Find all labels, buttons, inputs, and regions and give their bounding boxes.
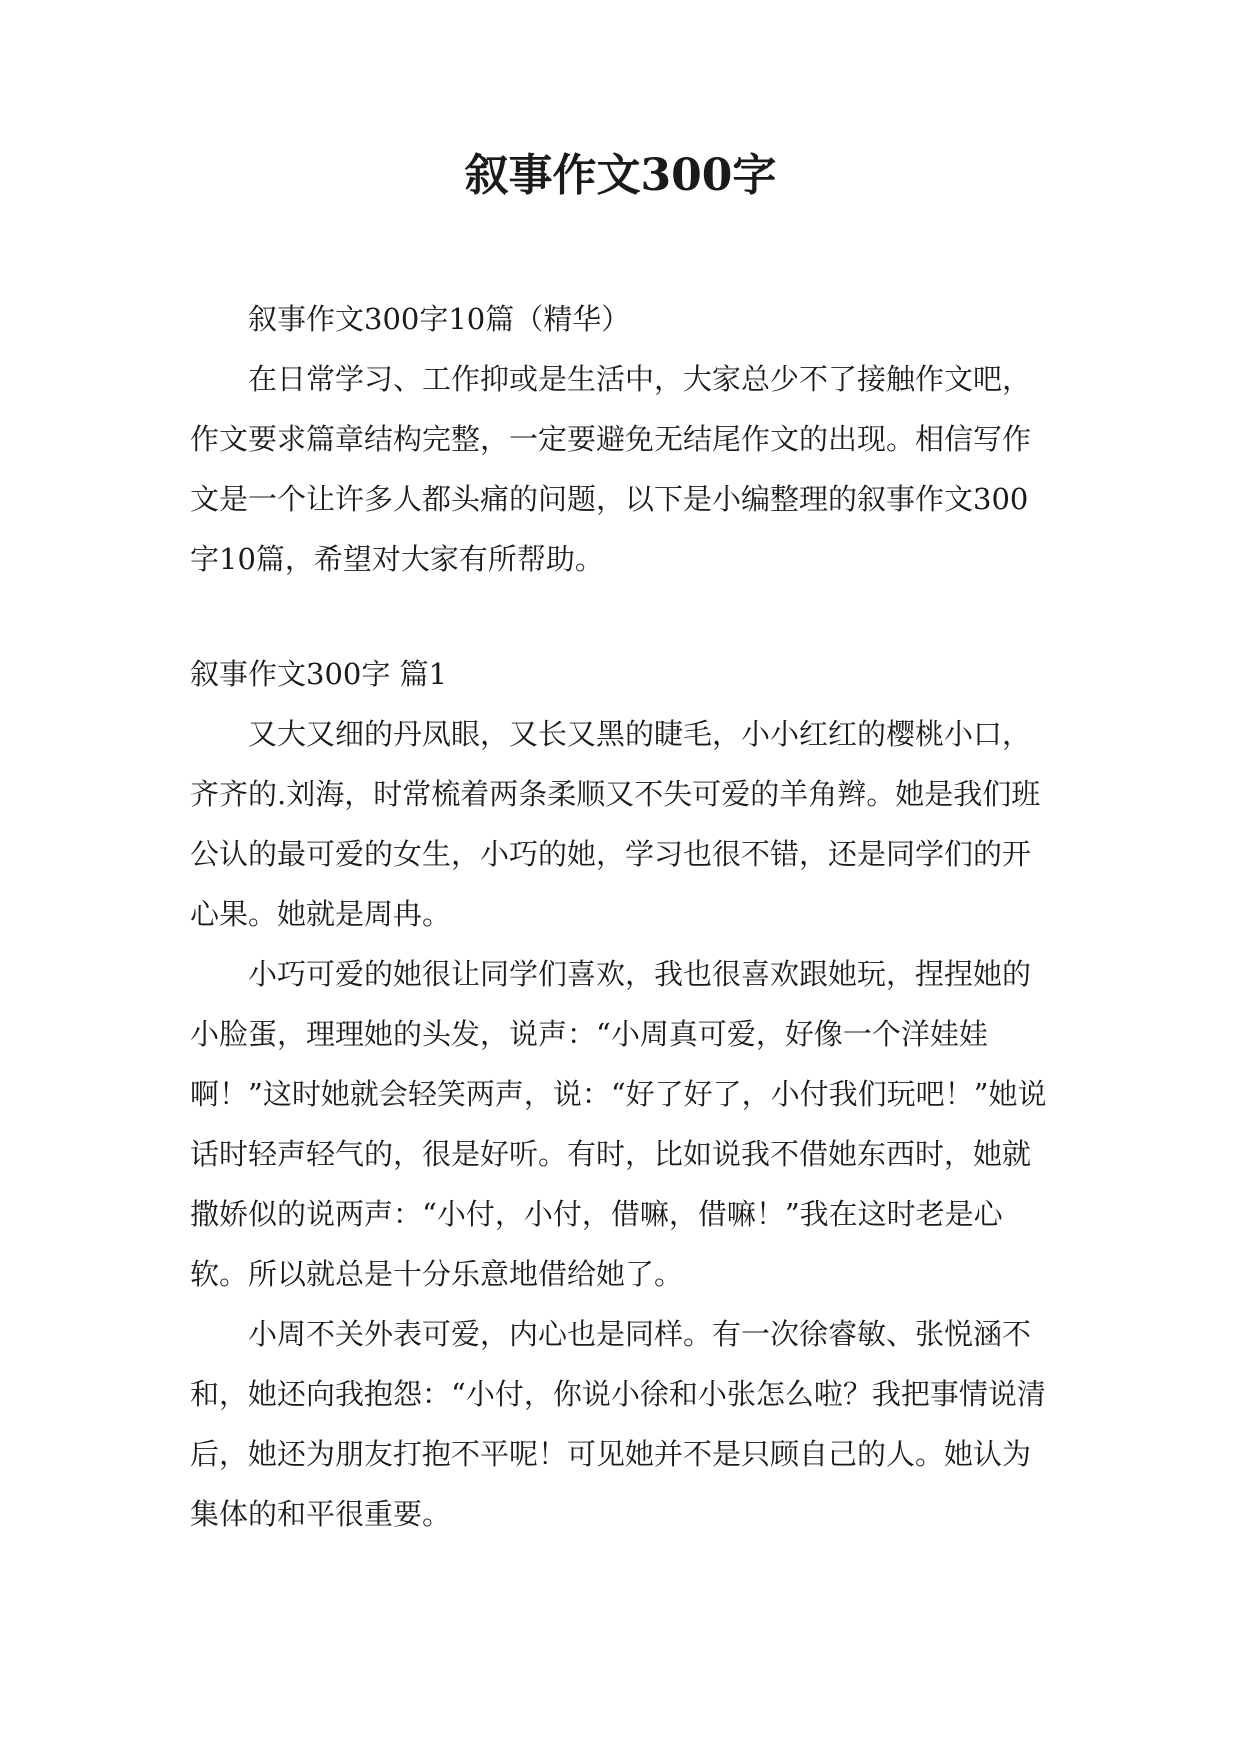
- body-paragraph: 又大又细的丹凤眼，又长又黑的睫毛，小小红红的樱桃小口，齐齐的.刘海，时常梳着两条柔顺又不失可爱的羊角辫。她是我们班公认的最可爱的女生，小巧的她，学习也很不错，还是同学们的开心果。她就是周冉。: [190, 717, 1041, 931]
- section-heading: 叙事作文300字 篇1: [190, 657, 448, 691]
- document-body: [190, 289, 1055, 1544]
- document-subtitle: 叙事作文300字10篇（精华）: [248, 302, 631, 336]
- paragraph-spacer: [190, 589, 1055, 644]
- document-title: 叙事作文300字: [464, 150, 777, 201]
- body-paragraph: 小巧可爱的她很让同学们喜欢，我也很喜欢跟她玩，捏捏她的小脸蛋，理理她的头发，说声：“小周真可爱，好像一个洋娃娃啊！”这时她就会轻笑两声，说：“好了好了，小付我们玩吧！”她说话时轻声轻气的，很是好听。有时，比如说我不借她东西时，她就撒娇似的说两声：“小付，小付，借嘛，借嘛！”我在这时老是心软。所以就总是十分乐意地借给她了。: [190, 957, 1047, 1291]
- body-paragraph: 小周不关外表可爱，内心也是同样。有一次徐睿敏、张悦涵不和，她还向我抱怨：“小付，你说小徐和小张怎么啦？我把事情说清后，她还为朋友打抱不平呢！可见她并不是只顾自己的人。她认为集体的和平很重要。: [190, 1317, 1046, 1531]
- intro-paragraph: 在日常学习、工作抑或是生活中，大家总少不了接触作文吧，作文要求篇章结构完整，一定要避免无结尾作文的出现。相信写作文是一个让许多人都头痛的问题，以下是小编整理的叙事作文300字10篇，希望对大家有所帮助。: [190, 362, 1032, 576]
